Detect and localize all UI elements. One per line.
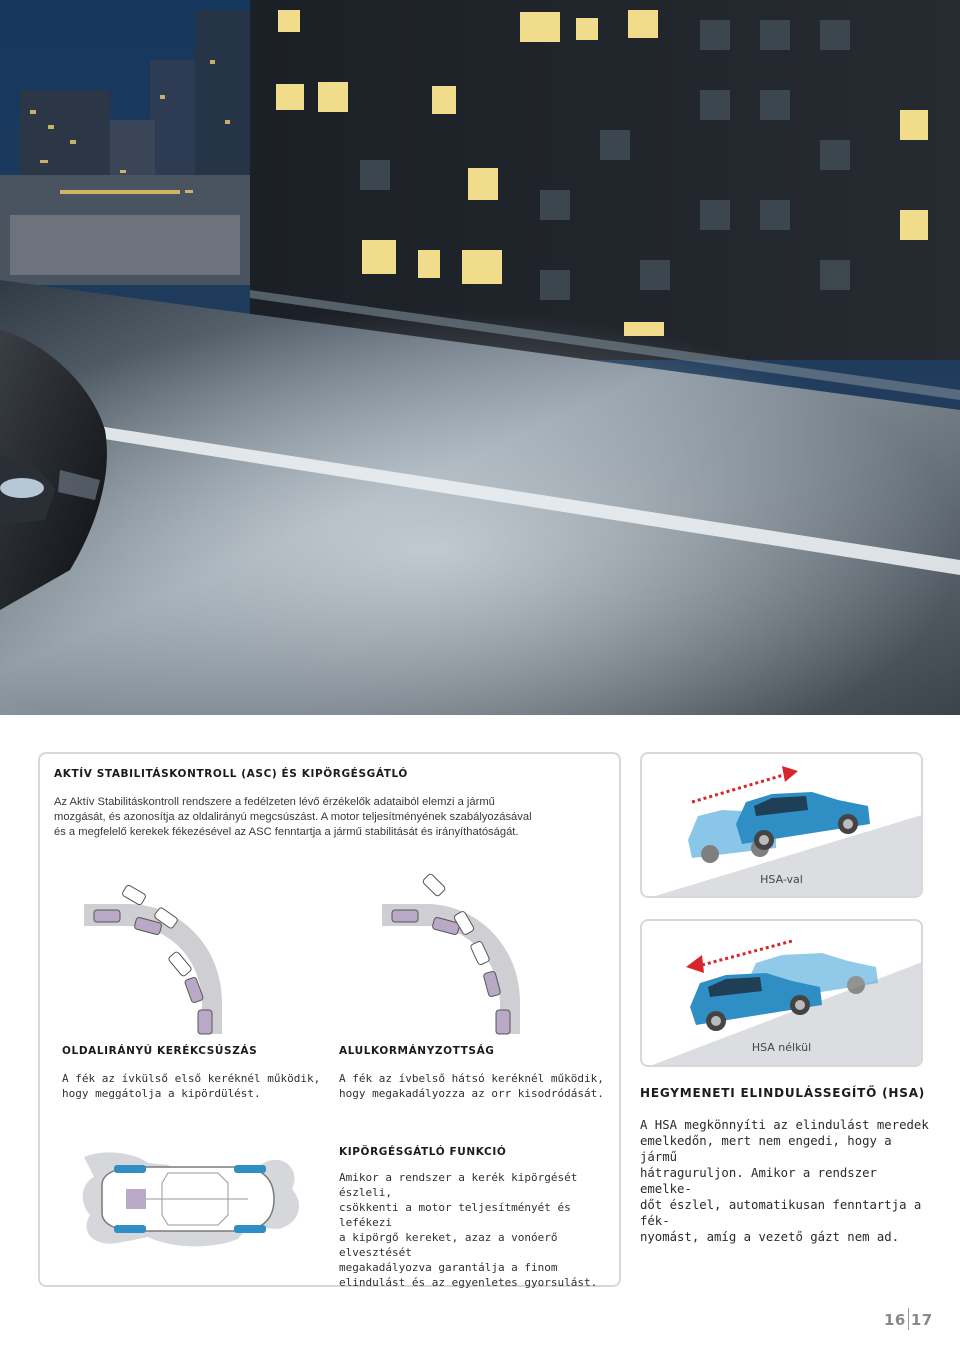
page-number-left: 16 bbox=[884, 1311, 906, 1329]
traction-text bbox=[339, 1170, 614, 1290]
hsa-line: emelkedőn, mert nem engedi, hogy a jármű bbox=[640, 1134, 892, 1164]
hsa-with-panel bbox=[640, 752, 923, 898]
hsa-line: nyomást, amíg a vezető gázt nem ad. bbox=[640, 1230, 900, 1244]
understeer-diagram bbox=[378, 872, 538, 1037]
hsa-without-panel bbox=[640, 919, 923, 1067]
hsa-with-label: HSA-val bbox=[760, 873, 803, 886]
understeer-title: ALULKORMÁNYZOTTSÁG bbox=[339, 1045, 495, 1057]
hsa-without-label: HSA nélkül bbox=[751, 1041, 812, 1054]
traction-line: megakadályozva garantálja a finom bbox=[339, 1261, 558, 1274]
hsa-title: HEGYMENETI ELINDULÁSSEGÍTŐ (HSA) bbox=[640, 1086, 926, 1100]
page-number-right: 17 bbox=[910, 1311, 933, 1329]
oversteer-text bbox=[62, 1071, 332, 1101]
understeer-line: A fék az ívbelső hátsó keréknél működik, bbox=[339, 1072, 604, 1085]
page-number bbox=[884, 1308, 933, 1330]
asc-intro-line: Az Aktív Stabilitáskontroll rendszere a fedélzeten lévő érzékelők adataiból elemzi a jármű bbox=[54, 796, 495, 808]
understeer-line: hogy megakadályozza az orr kisodródását. bbox=[339, 1087, 604, 1100]
asc-intro-line: mozgását, és azonosítja az oldalirányú megcsúszást. A motor teljesítményének szabályozásával bbox=[54, 811, 532, 823]
hsa-line: dőt észlel, automatikusan fenntartja a fék- bbox=[640, 1198, 922, 1228]
asc-intro bbox=[54, 795, 614, 840]
traction-title: KIPÖRGÉSGÁTLÓ FUNKCIÓ bbox=[339, 1146, 507, 1158]
traction-diagram bbox=[78, 1143, 308, 1255]
traction-line: elindulást és az egyenletes gyorsulást. bbox=[339, 1276, 598, 1289]
car-outline bbox=[102, 1165, 274, 1233]
hsa-text bbox=[640, 1117, 930, 1245]
traction-line: Amikor a rendszer a kerék kipörgését észleli, bbox=[339, 1171, 578, 1199]
traction-line: csökkenti a motor teljesítményét és lefékezi bbox=[339, 1201, 571, 1229]
page-number-divider bbox=[908, 1308, 909, 1330]
oversteer-diagram bbox=[80, 872, 240, 1037]
oversteer-line: hogy meggátolja a kipördülést. bbox=[62, 1087, 261, 1100]
hsa-line: A HSA megkönnyíti az elindulást meredek bbox=[640, 1118, 929, 1132]
understeer-text bbox=[339, 1071, 614, 1101]
asc-title: AKTÍV STABILITÁSKONTROLL (ASC) ÉS KIPÖRGÉSGÁTLÓ bbox=[54, 768, 408, 780]
hsa-line: hátraguruljon. Amikor a rendszer emelke- bbox=[640, 1166, 877, 1196]
asc-intro-line: és a megfelelő kerekek fékezésével az ASC fenntartja a jármű stabilitását és irányíthatóságát. bbox=[54, 826, 519, 838]
oversteer-title: OLDALIRÁNYÚ KERÉKCSÚSZÁS bbox=[62, 1045, 258, 1057]
traction-line: a kipörgő kereket, azaz a vonóerő elvesztését bbox=[339, 1231, 558, 1259]
oversteer-line: A fék az ívkülső első keréknél működik, bbox=[62, 1072, 321, 1085]
